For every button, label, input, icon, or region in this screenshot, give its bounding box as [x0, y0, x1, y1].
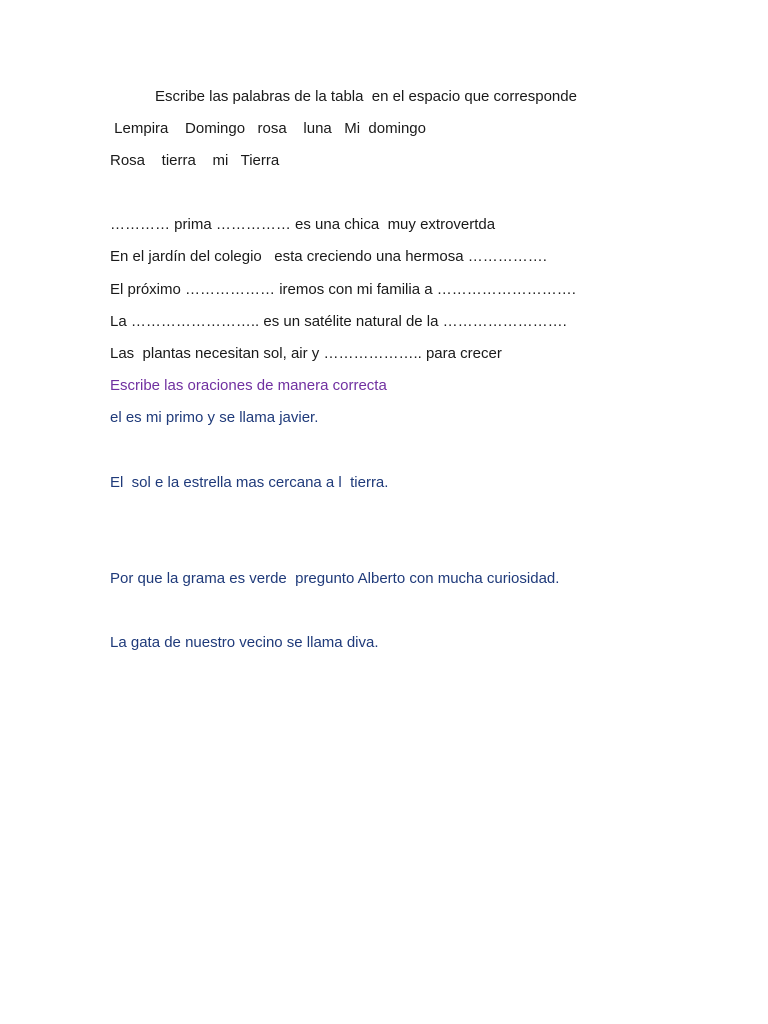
correction-sentence: Por que la grama es verde pregunto Alberto con mucha curiosidad.: [110, 570, 560, 587]
exercise1-instruction: Escribe las palabras de la tabla en el espacio que corresponde: [155, 88, 577, 105]
fill-blank-sentence: En el jardín del colegio esta creciendo una hermosa …………….: [110, 248, 547, 265]
fill-blank-sentence: Las plantas necesitan sol, air y ……………….. para crecer: [110, 345, 502, 362]
correction-sentence: El sol e la estrella mas cercana a l tierra.: [110, 474, 389, 491]
fill-blank-sentence: ………… prima …………… es una chica muy extrovertda: [110, 216, 496, 233]
word-bank-line-2: Rosa tierra mi Tierra: [110, 152, 280, 169]
fill-blank-sentence: El próximo ……………… iremos con mi familia a ……………………….: [110, 281, 576, 298]
fill-blank-sentence: La …………………….. es un satélite natural de la …………………….: [110, 313, 567, 330]
exercise2-instruction: Escribe las oraciones de manera correcta: [110, 377, 387, 394]
word-bank-line-1: Lempira Domingo rosa luna Mi domingo: [110, 120, 426, 137]
correction-sentence: La gata de nuestro vecino se llama diva.: [110, 634, 379, 651]
correction-sentence: el es mi primo y se llama javier.: [110, 409, 319, 426]
